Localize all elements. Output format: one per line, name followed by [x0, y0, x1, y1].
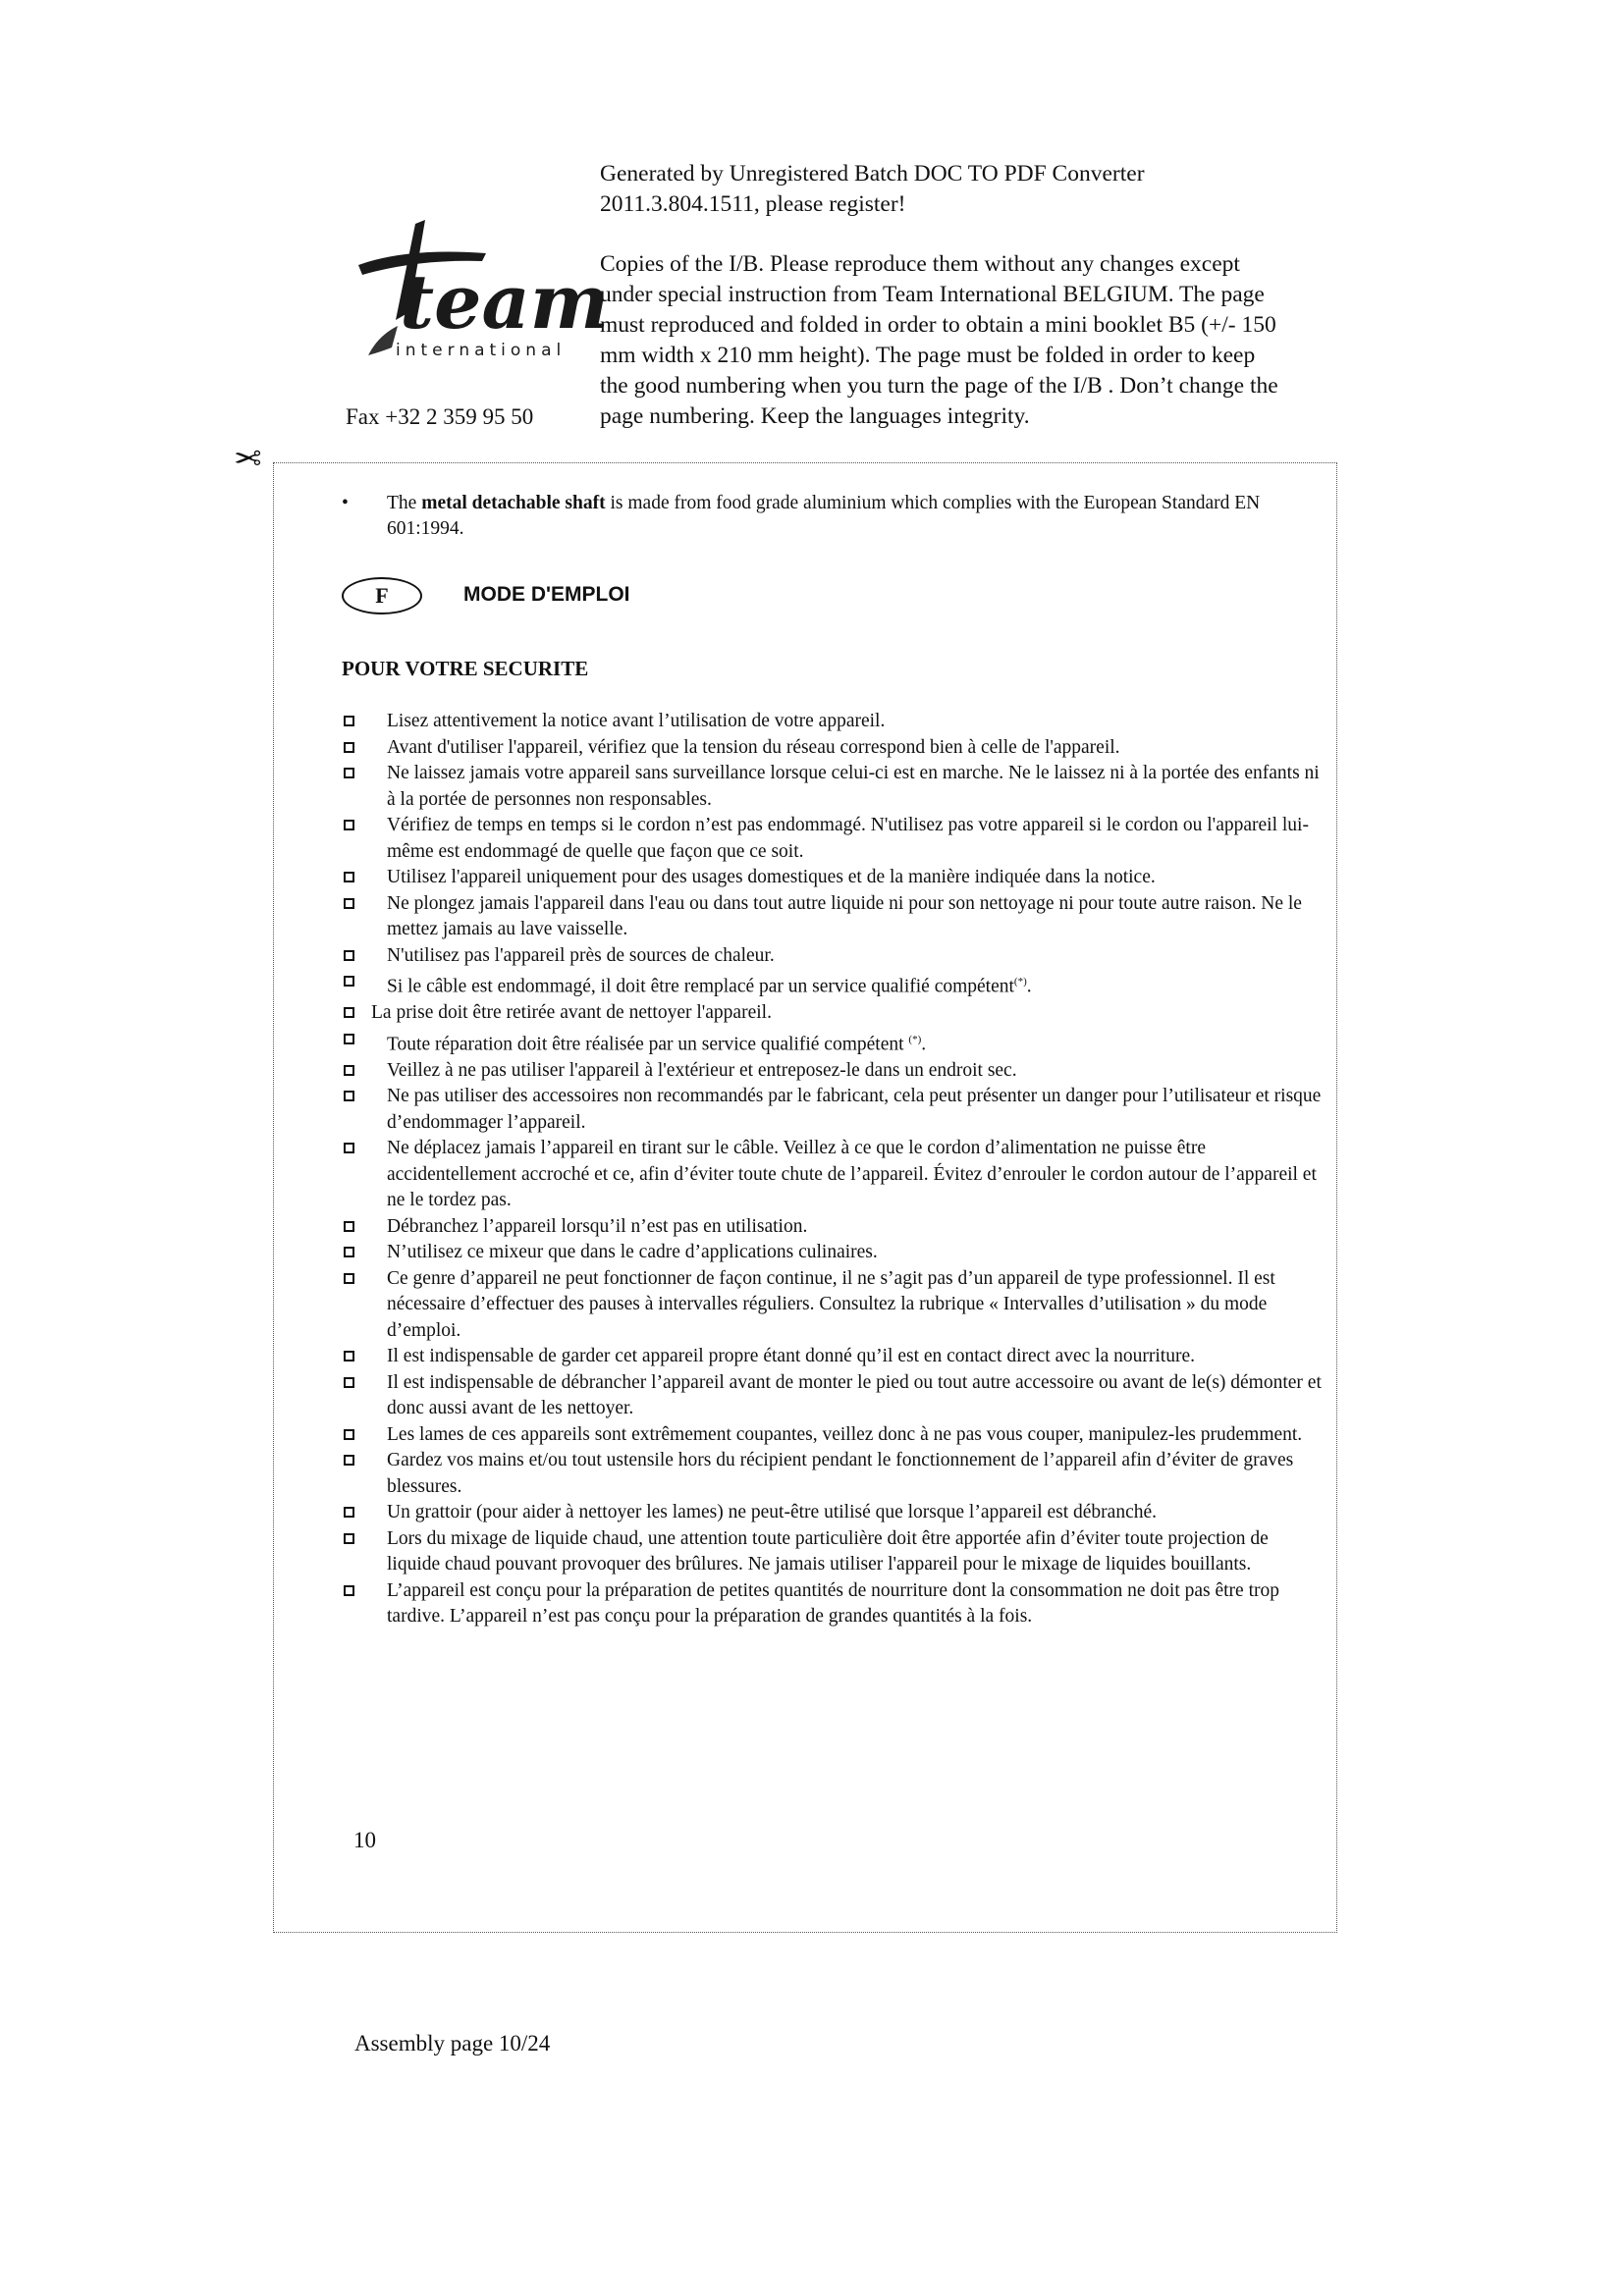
list-item: Il est indispensable de débrancher l’appareil avant de monter le pied ou tout autre accessoire ou avant de le(s) démonter et donc aussi avant de les nettoyer.: [342, 1370, 1324, 1422]
checkbox-icon: [344, 976, 354, 987]
shaft-note: [342, 491, 1284, 542]
list-item: La prise doit être retirée avant de nettoyer l'appareil.: [342, 1000, 1324, 1027]
team-logo-graphic: [339, 218, 610, 385]
list-item: Ne laissez jamais votre appareil sans surveillance lorsque celui-ci est en marche. Ne le laissez ni à la portée des enfants ni à la portée de personnes non responsables.: [342, 761, 1324, 813]
list-item: Débranchez l’appareil lorsqu’il n’est pas en utilisation.: [342, 1214, 1324, 1241]
list-item: Ce genre d’appareil ne peut fonctionner de façon continue, il ne s’agit pas d’un appareil de type professionnel. Il est nécessaire d’effectuer des pauses à intervalles réguliers. Consultez la rubrique « Intervalles d’utilisation » du mode d’emploi.: [342, 1266, 1324, 1345]
checkbox-icon: [344, 872, 354, 882]
shaft-note-text: The metal detachable shaft is made from food grade aluminium which complies with the European Standard EN 601:1994.: [387, 493, 1261, 539]
checkbox-icon: [344, 1007, 354, 1018]
checkbox-icon: [344, 1455, 354, 1466]
list-item: N'utilisez pas l'appareil près de sources de chaleur.: [342, 943, 1324, 970]
checkbox-icon: [344, 1091, 354, 1101]
assembly-page-label: Assembly page 10/24: [354, 2031, 551, 2056]
list-item: Ne déplacez jamais l’appareil en tirant sur le câble. Veillez à ce que le cordon d’alimentation ne puisse être accidentellement accroché et ce, afin d’éviter toute chute de l’appareil. Évitez d’enrouler le cordon autour de l’appareil et ne le tordez pas.: [342, 1136, 1324, 1214]
section-title: POUR VOTRE SECURITE: [342, 657, 589, 680]
checkbox-icon: [344, 1221, 354, 1232]
language-badge: F: [342, 577, 422, 614]
list-item: Avant d'utiliser l'appareil, vérifiez que la tension du réseau correspond bien à celle de l'appareil.: [342, 735, 1324, 762]
checkbox-icon: [344, 742, 354, 753]
mode-title: MODE D'EMPLOI: [463, 583, 630, 606]
fax-number: Fax +32 2 359 95 50: [346, 404, 534, 429]
checkbox-icon: [344, 1065, 354, 1076]
list-item: Ne plongez jamais l'appareil dans l'eau ou dans tout autre liquide ni pour son nettoyage ni pour toute autre raison. Ne le mettez jamais au lave vaisselle.: [342, 891, 1324, 943]
checkbox-icon: [344, 1273, 354, 1284]
list-item: Il est indispensable de garder cet appareil propre étant donné qu’il est en contact direct avec la nourriture.: [342, 1344, 1324, 1370]
checkbox-icon: [344, 1143, 354, 1153]
logo-word: team: [400, 258, 610, 346]
footnote-mark: (*): [908, 1033, 922, 1045]
list-item: Un grattoir (pour aider à nettoyer les lames) ne peut-être utilisé que lorsque l’appareil est débranché.: [342, 1500, 1324, 1526]
header-notice: [600, 159, 1287, 432]
checkbox-icon: [344, 1377, 354, 1388]
checkbox-icon: [344, 716, 354, 726]
converter-notice: Generated by Unregistered Batch DOC TO PDF Converter 2011.3.804.1511, please register!: [600, 161, 1145, 217]
safety-list: [342, 709, 1324, 1630]
bullet-icon: •: [342, 493, 349, 513]
list-item: Gardez vos mains et/ou tout ustensile hors du récipient pendant le fonctionnement de l’appareil afin d’éviter de graves blessures.: [342, 1448, 1324, 1500]
checkbox-icon: [344, 1507, 354, 1518]
checkbox-icon: [344, 820, 354, 830]
checkbox-icon: [344, 1585, 354, 1596]
list-item: Les lames de ces appareils sont extrêmement coupantes, veillez donc à ne pas vous couper, manipulez-les prudemment.: [342, 1422, 1324, 1449]
team-international-logo: [339, 218, 610, 385]
list-item: Utilisez l'appareil uniquement pour des usages domestiques et de la manière indiquée dans la notice.: [342, 865, 1324, 891]
shaft-note-bold: metal detachable shaft: [421, 493, 606, 513]
checkbox-icon: [344, 768, 354, 778]
checkbox-icon: [344, 950, 354, 961]
checkbox-icon: [344, 1351, 354, 1362]
checkbox-icon: [344, 898, 354, 909]
list-item: Si le câble est endommagé, il doit être remplacé par un service qualifié compétent(*).: [342, 969, 1324, 1000]
logo-subtitle: international: [396, 341, 567, 360]
footnote-mark: (*): [1013, 976, 1027, 988]
checkbox-icon: [344, 1429, 354, 1440]
list-item: Toute réparation doit être réalisée par un service qualifié compétent (*).: [342, 1027, 1324, 1058]
list-item: Ne pas utiliser des accessoires non recommandés par le fabricant, cela peut présenter un danger pour l’utilisateur et risque d’endommager l’appareil.: [342, 1084, 1324, 1136]
checkbox-icon: [344, 1034, 354, 1044]
list-item: Veillez à ne pas utiliser l'appareil à l'extérieur et entreposez-le dans un endroit sec.: [342, 1058, 1324, 1085]
scissors-icon: ✂: [234, 438, 262, 474]
list-item: Vérifiez de temps en temps si le cordon n’est pas endommagé. N'utilisez pas votre appareil si le cordon ou l'appareil lui-même est endommagé de quelle que façon que ce soit.: [342, 813, 1324, 865]
list-item: L’appareil est conçu pour la préparation de petites quantités de nourriture dont la consommation ne doit pas être trop tardive. L’appareil n’est pas conçu pour la préparation de grandes quantités à la fois.: [342, 1578, 1324, 1630]
list-item: Lors du mixage de liquide chaud, une attention toute particulière doit être apportée afin d’éviter toute projection de liquide chaud pouvant provoquer des brûlures. Ne jamais utiliser l'appareil pour le mixage de liquides bouillants.: [342, 1526, 1324, 1578]
list-item: N’utilisez ce mixeur que dans le cadre d’applications culinaires.: [342, 1240, 1324, 1266]
page-number: 10: [353, 1828, 376, 1852]
list-item: Lisez attentivement la notice avant l’utilisation de votre appareil.: [342, 709, 1324, 735]
checkbox-icon: [344, 1533, 354, 1544]
copy-instructions: Copies of the I/B. Please reproduce them without any changes except under special instruction from Team International BELGIUM. The page must reproduced and folded in order to obtain a mini booklet B5 (+/- 150 mm width x 210 mm height). The page must be folded in order to keep the good numbering when you turn the page of the I/B . Don’t change the page numbering. Keep the languages integrity.: [600, 251, 1278, 429]
checkbox-icon: [344, 1247, 354, 1257]
